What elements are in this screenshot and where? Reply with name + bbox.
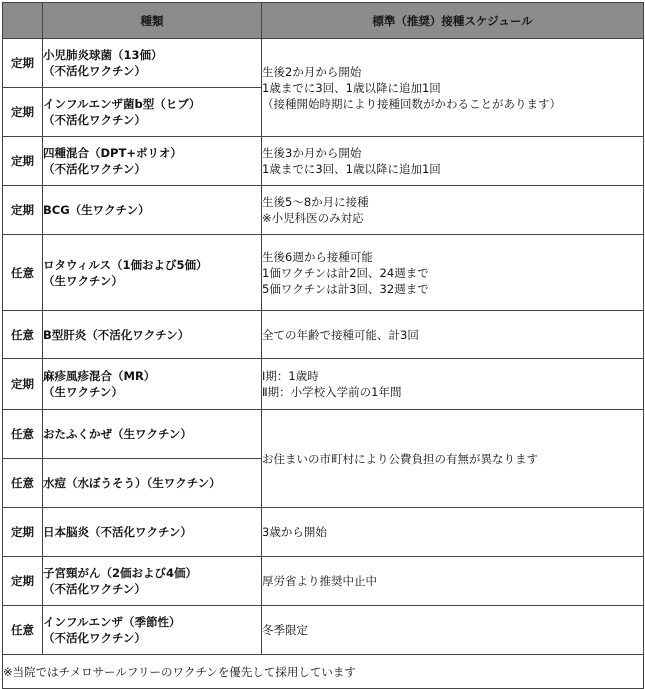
schedule-line: 生後5～8か月に接種 <box>262 195 369 209</box>
vaccine-name: インフルエンザ（季節性） <box>43 615 181 629</box>
table-row <box>3 508 644 557</box>
category-cell: 任意 <box>3 410 43 459</box>
vaccine-type: （生ワクチン） <box>43 385 123 399</box>
vaccine-name-cell <box>43 137 262 186</box>
vaccine-name-cell <box>43 186 262 235</box>
schedule-line: Ⅰ期：1歳時 <box>262 369 319 383</box>
schedule-line: 生後2か月から開始 <box>262 64 362 79</box>
schedule-line: 冬季限定 <box>262 623 308 637</box>
vaccine-type: （不活化ワクチン） <box>43 582 146 596</box>
schedule-line: 生後3か月から開始 <box>262 146 362 160</box>
schedule-line: 1歳までに3回、1歳以降に追加1回 <box>262 162 441 176</box>
header-type: 種類 <box>43 3 262 39</box>
footer-note: ※当院ではチメロサールフリーのワクチンを優先して採用しています <box>3 655 644 689</box>
vaccine-name: 子宮頸がん（2価および4価） <box>43 566 198 580</box>
schedule-cell <box>262 508 644 557</box>
table-row <box>3 39 644 88</box>
category-cell: 定期 <box>3 557 43 606</box>
vaccine-name: BCG（生ワクチン） <box>43 203 150 217</box>
vaccine-name: 小児肺炎球菌（13価） <box>43 48 163 62</box>
vaccine-name-cell <box>43 557 262 606</box>
schedule-cell <box>262 359 644 410</box>
vaccine-name-cell <box>43 359 262 410</box>
vaccine-name: おたふくかぜ（生ワクチン） <box>43 427 192 441</box>
schedule-line: 生後6週から接種可能 <box>262 249 373 264</box>
table-row <box>3 410 644 459</box>
table-row <box>3 557 644 606</box>
category-cell: 定期 <box>3 359 43 410</box>
table-row <box>3 359 644 410</box>
schedule-cell <box>262 137 644 186</box>
vaccine-name-cell <box>43 508 262 557</box>
schedule-line: （接種開始時期により接種回数がかわることがあります） <box>262 96 561 111</box>
schedule-cell <box>262 311 644 359</box>
schedule-line: 厚労省より推奨中止中 <box>262 574 377 588</box>
table-row <box>3 606 644 655</box>
vaccine-name: 四種混合（DPT+ポリオ） <box>43 146 182 160</box>
category-cell: 定期 <box>3 39 43 88</box>
table-row <box>3 235 644 311</box>
vaccine-name-cell <box>43 88 262 137</box>
vaccine-schedule-table <box>2 2 644 689</box>
header-schedule: 標準（推奨）接種スケジュール <box>262 3 644 39</box>
schedule-line: お住まいの市町村により公費負担の有無が異なります <box>262 451 538 466</box>
vaccine-name-cell <box>43 39 262 88</box>
vaccine-name: インフルエンザ菌b型（ヒブ） <box>43 97 201 111</box>
schedule-cell <box>262 410 644 508</box>
vaccine-type: （不活化ワクチン） <box>43 64 146 78</box>
category-cell: 定期 <box>3 88 43 137</box>
vaccine-name-cell <box>43 459 262 508</box>
vaccine-name-cell <box>43 235 262 311</box>
vaccine-type: （不活化ワクチン） <box>43 631 146 645</box>
footer-row <box>3 655 644 689</box>
vaccine-name: 麻疹風疹混合（MR） <box>43 369 156 383</box>
schedule-cell <box>262 606 644 655</box>
schedule-line: Ⅱ期：小学校入学前の1年間 <box>262 385 402 399</box>
vaccine-name: 水痘（水ぼうそう）（生ワクチン） <box>43 476 221 490</box>
category-cell: 定期 <box>3 137 43 186</box>
category-cell: 定期 <box>3 186 43 235</box>
table-row <box>3 186 644 235</box>
vaccine-type: （不活化ワクチン） <box>43 162 146 176</box>
category-cell: 任意 <box>3 459 43 508</box>
schedule-line: 5価ワクチンは計3回、32週まで <box>262 281 429 296</box>
vaccine-name-cell <box>43 606 262 655</box>
category-cell: 定期 <box>3 508 43 557</box>
schedule-cell <box>262 186 644 235</box>
vaccine-name: ロタウィルス（1価および5価） <box>43 257 208 272</box>
vaccine-name: B型肝炎（不活化ワクチン） <box>43 327 190 342</box>
category-cell: 任意 <box>3 235 43 311</box>
vaccine-name-cell <box>43 410 262 459</box>
schedule-cell <box>262 557 644 606</box>
schedule-line: 1歳までに3回、1歳以降に追加1回 <box>262 80 441 95</box>
table-row <box>3 311 644 359</box>
vaccine-name-cell <box>43 311 262 359</box>
category-cell: 任意 <box>3 606 43 655</box>
schedule-cell <box>262 39 644 137</box>
vaccine-name: 日本脳炎（不活化ワクチン） <box>43 525 192 539</box>
category-cell: 任意 <box>3 311 43 359</box>
schedule-line: 全ての年齢で接種可能、計3回 <box>262 327 419 342</box>
table-header-row <box>3 3 644 39</box>
schedule-line: 1価ワクチンは計2回、24週まで <box>262 265 429 280</box>
schedule-line: ※小児科医のみ対応 <box>262 211 364 225</box>
header-blank-cell <box>3 3 43 39</box>
vaccine-type: （生ワクチン） <box>43 273 123 288</box>
table-row <box>3 137 644 186</box>
schedule-cell <box>262 235 644 311</box>
schedule-line: 3歳から開始 <box>262 525 327 539</box>
vaccine-type: （不活化ワクチン） <box>43 113 146 127</box>
